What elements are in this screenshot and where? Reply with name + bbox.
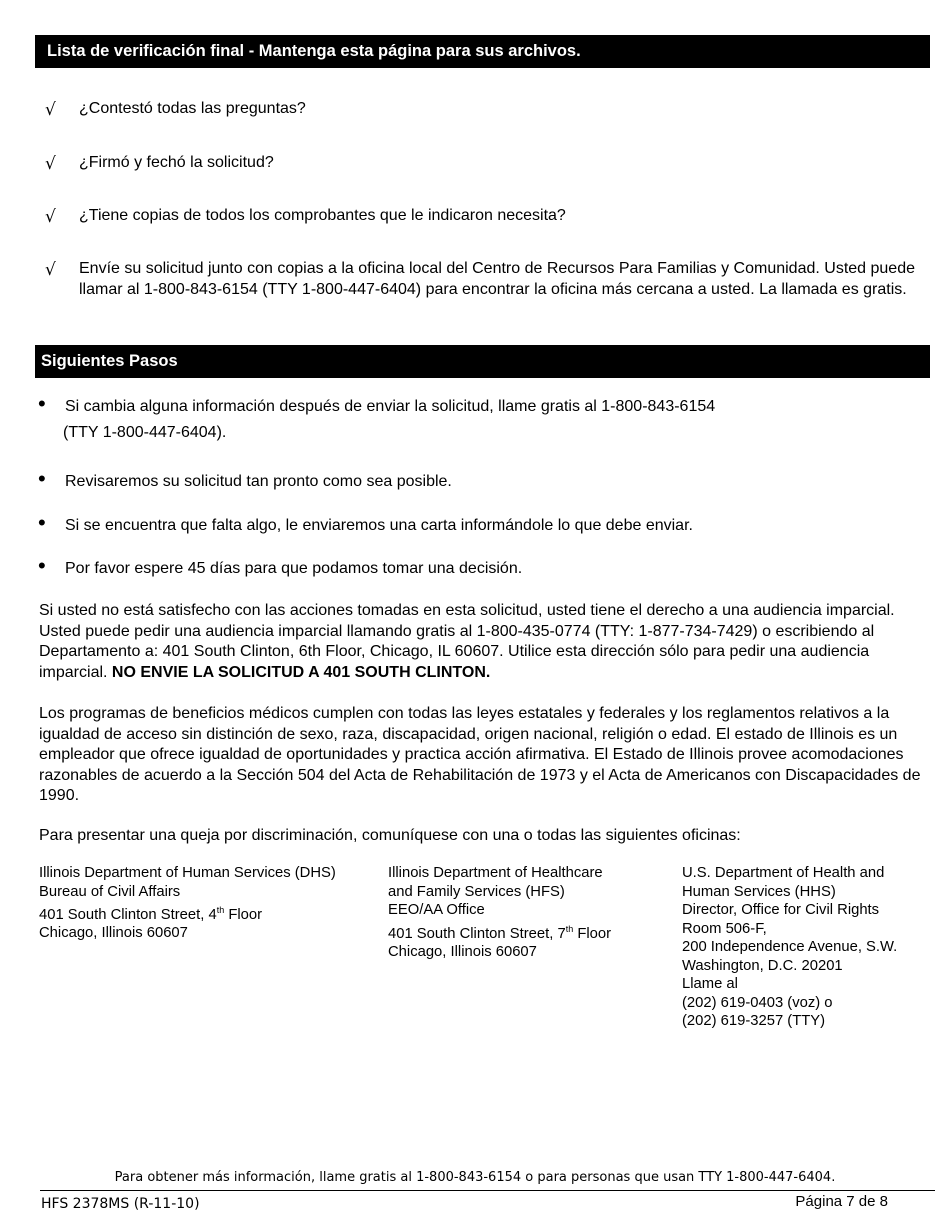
- next-steps-title: Siguientes Pasos: [41, 352, 178, 370]
- checkmark-icon: √: [45, 207, 56, 227]
- bullet-icon: •: [38, 510, 46, 535]
- next-step-text: Si cambia alguna información después de enviar la solicitud, llame gratis al 1-800-843-6154: [65, 398, 716, 415]
- page-number: Página 7 de 8: [795, 1193, 888, 1210]
- address-line: Room 506-F,: [682, 920, 767, 937]
- address-line: Chicago, Illinois 60607: [388, 943, 537, 960]
- checklist-item-text: Envíe su solicitud junto con copias a la oficina local del Centro de Recursos Para Familias y Comunidad. Usted puede llamar al 1-800-843-6154 (TTY 1-800-447-6404) para encontrar la oficina más cercana a usted. La llamada es gratis.: [79, 260, 915, 298]
- address-line: Washington, D.C. 20201: [682, 957, 843, 974]
- address-line: 401 South Clinton Street, 7th Floor: [388, 923, 612, 942]
- bullet-icon: •: [38, 466, 46, 491]
- checklist-item-text: ¿Tiene copias de todos los comprobantes que le indicaron necesita?: [79, 207, 566, 224]
- checkmark-icon: √: [45, 154, 56, 174]
- checklist-title: Lista de verificación final - Mantenga esta página para sus archivos.: [47, 42, 581, 60]
- address-line: Chicago, Illinois 60607: [39, 925, 188, 942]
- next-step-text: Revisaremos su solicitud tan pronto como sea posible.: [65, 473, 452, 490]
- checkmark-icon: √: [45, 260, 56, 280]
- nondiscrimination-text: Los programas de beneficios médicos cumplen con todas las leyes estatales y federales y los reglamentos relativos a la igualdad de acceso sin distinción de sexo, raza, discapacidad, origen nacional, religión o edad. El estado de Illinois es un empleador que ofrece igualdad de oportunidades y practica acción afirmativa. El Estado de Illinois provee acomodaciones razonables de acuerdo a la Sección 504 del Acta de Rehabilitación de 1973 y el Acta de Americanos con Discapacidades de 1990.: [39, 705, 921, 804]
- address-line: U.S. Department of Health and: [682, 865, 885, 881]
- bullet-icon: •: [38, 553, 46, 578]
- complaint-text: Para presentar una queja por discriminación, comuníquese con una o todas las siguientes oficinas:: [39, 827, 741, 844]
- checkmark-icon: √: [45, 100, 56, 120]
- nondiscrimination-paragraph: [39, 704, 924, 807]
- address-line: (202) 619-0403 (voz) o: [682, 994, 833, 1011]
- form-id: HFS 2378MS (R-11-10): [41, 1196, 200, 1212]
- footer-divider: [40, 1190, 935, 1191]
- hfs-address: [388, 864, 611, 961]
- address-line: 200 Independence Avenue, S.W.: [682, 939, 898, 955]
- address-line: Llame al: [682, 976, 738, 992]
- dhs-address: [39, 864, 336, 943]
- next-step-text: Por favor espere 45 días para que podamos tomar una decisión.: [65, 560, 523, 577]
- fair-hearing-text: Si usted no está satisfecho con las acciones tomadas en esta solicitud, usted tiene el derecho a una audiencia imparcial. Usted puede pedir una audiencia imparcial llamando gratis al 1-800-435-0774 (TTY: 1-877-734-7429) o escribiendo al Departamento a: 401 South Clinton, 6th Floor, Chicago, IL 60607. Utilice esta dirección sólo para pedir una audiencia imparcial.: [39, 602, 895, 681]
- address-line: (202) 619-3257 (TTY): [682, 1013, 826, 1029]
- address-line: and Family Services (HFS): [388, 883, 565, 900]
- footer-info: Para obtener más información, llame gratis al 1-800-843-6154 o para personas que usan TTY 1-800-447-6404.: [114, 1170, 836, 1185]
- fair-hearing-paragraph: [39, 601, 924, 683]
- next-step-text-cont: (TTY 1-800-447-6404).: [63, 424, 227, 441]
- hhs-address: [682, 864, 897, 1031]
- address-line: Bureau of Civil Affairs: [39, 883, 181, 900]
- address-line: Human Services (HHS): [682, 883, 836, 900]
- next-steps-header: [35, 345, 930, 378]
- address-line: 401 South Clinton Street, 4th Floor: [39, 905, 263, 923]
- address-line: Illinois Department of Healthcare: [388, 865, 603, 881]
- checklist-header: [35, 35, 930, 68]
- next-step-text: Si se encuentra que falta algo, le enviaremos una carta informándole lo que debe enviar.: [65, 517, 693, 534]
- address-line: Illinois Department of Human Services (DHS): [39, 865, 336, 881]
- checklist-item-text: ¿Firmó y fechó la solicitud?: [79, 154, 274, 171]
- complaint-paragraph: [39, 826, 924, 847]
- checklist-item-text: ¿Contestó todas las preguntas?: [79, 100, 306, 117]
- address-line: EEO/AA Office: [388, 902, 485, 918]
- address-line: Director, Office for Civil Rights: [682, 902, 880, 918]
- bullet-icon: •: [38, 391, 46, 416]
- fair-hearing-warning: NO ENVIE LA SOLICITUD A 401 SOUTH CLINTON.: [111, 663, 491, 681]
